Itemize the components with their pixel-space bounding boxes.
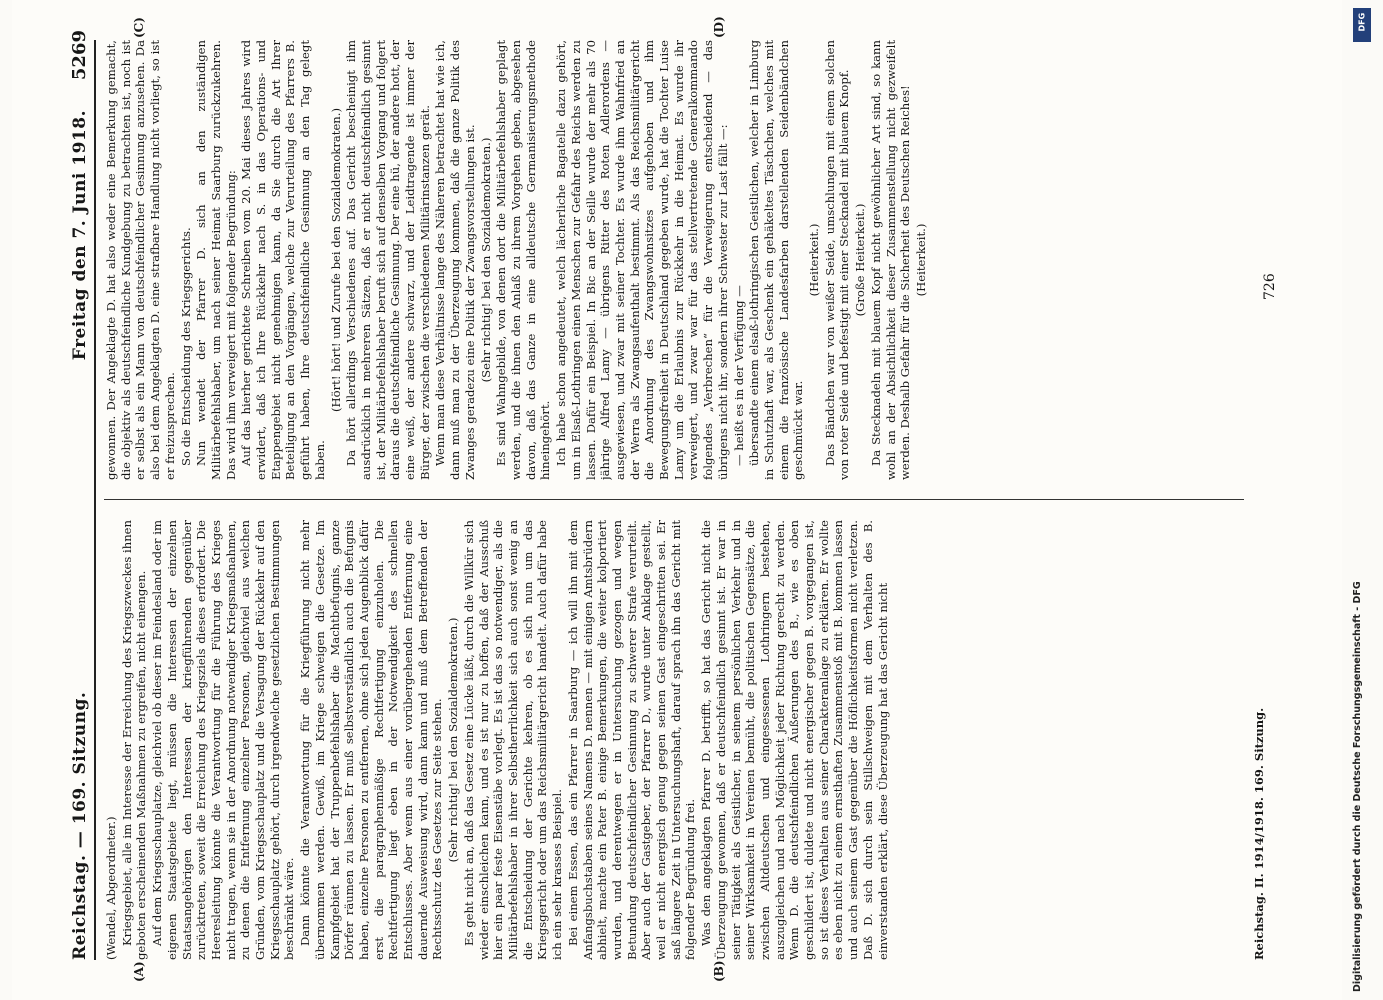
paragraph: (Sehr richtig! bei den Sozialdemokraten.) [478, 137, 493, 383]
paragraph: Kriegsgebiet, alle im Interesse der Erreichung des Kriegszweckes ihnen geboten erscheinenden Maßnahmen zu ergreifen, nicht einengen. [119, 520, 149, 960]
paragraph: (Wendel, Abgeordneter.) [104, 816, 118, 960]
header-session: Reichstag. — 169. Sitzung. [70, 691, 90, 960]
paragraph: — heißt es in der Verfügung — [731, 285, 746, 466]
paragraph: So die Entscheidung des Kriegsgerichts. [178, 227, 193, 466]
paragraph: (Hört! hört! und Zurufe bei den Sozialdemokraten.) [328, 108, 343, 412]
paragraph: Es geht nicht an, daß das Gesetz eine Lücke läßt, durch die Willkür sich wieder einschleichen kann, und es ist nur zu hoffen, daß der Ausschuß hier ein paar feste Eisenstäbe vorlegt. Es ist das so notwendiger, als die Militärbefehlshaber in ihrer Selbstherrlichkeit sich auch sonst wenig an die Entscheidung der Gerichte kehren, ob es sich nun um das Kriegsgericht oder um das Reichsmilitärgericht handelt. Auch dafür habe ich ein sehr krasses Beispiel. [461, 520, 565, 960]
footer-sheet-number: 726 [1262, 273, 1278, 300]
paragraph: (Große Heiterkeit.) [853, 203, 868, 317]
dfg-logo-text: DFG [1357, 12, 1367, 32]
paragraph: Ich habe schon angedeutet, welch lächerliche Bagatelle dazu gehört, um in Elsaß-Lothringen einen Menschen zur Gefahr des Reichs werden zu lassen. Dafür ein Beispiel. In Bic an der Seille wurde der mehr als 70 jährige Alfred Lamy — übrigens Ritter des Roten Adlerordens — ausgewiesen, und zwar mit seiner Tochter. Es wurde ihm Wahnfried an der Werra als Zwangsaufenthalt bestimmt. Als das Reichsmilitärgericht die Anordnung des Zwangswohnsitzes aufgehoben und ihm Bewegungsfreiheit in Deutschland gegeben wurde, hat die Tochter Luise Lamy um die Erlaubnis zur Rückkehr in die Heimat. Es wurde ihr verweigert, und zwar war für das stellvertretende Generalkommando folgendes „Verbrechen“ für die Verweigerung entscheidend — das übrigens nicht ihr, sondern ihrer Schwester zur Last fällt —: [554, 40, 730, 480]
paragraph: (Heiterkeit.) [807, 223, 822, 297]
dfg-logo [1353, 8, 1371, 42]
paragraph: Was den angeklagten Pfarrer D. betrifft, so hat das Gericht nicht die Überzeugung gewonnen, daß er deutschfeindlich gesinnt ist. Er war in seiner Tätigkeit als Geistlicher, in seinem persönlichen Verkehr und in seiner Wirksamkeit in Vereinen bemüht, die politischen Gegensätze, die zwischen Altdeutschen und eingesessenen Lothringern bestehen, auszugleichen und nach Möglichkeit jeder Richtung gerecht zu werden. Wenn D. die deutschfeindlichen Äußerungen des B., wie es oben geschildert ist, duldete und nicht energischer gegen B. vorgegangen ist, so ist dieses Verhalten aus seiner Charakteranlage zu erklären. Er wollte es eben nicht zu einem ernsthaften Zusammenstoß mit B. kommen lassen und auch seinem Gast gegenüber die Höflichkeitsformen nicht verletzen. Daß D. sich durch sein Stillschweigen mit dem Verhalten des B. einverstanden erklärt, diese Überzeugung hat das Gericht nicht [699, 520, 890, 960]
margin-marker-d: (D) [712, 16, 726, 38]
paragraph: Auf dem Kriegsschauplatze, gleichviel ob dieser im Feindesland oder im eigenen Staatsgebiete liegt, müssen die Interessen der einzelnen Staatsangehörigen den Interessen der kriegführenden gegenüber zurücktreten, soweit die Erreichung des Kriegsziels dieses erfordert. Die Heeresleitung könnte die Verantwortung für die Führung des Krieges nicht tragen, wenn sie in der Anordnung notwendiger Kriegsmaßnahmen, zu denen die Entfernung einzelner Personen, gleichviel aus welchen Gründen, vom Kriegsschauplatz und die Versagung der Rückkehr auf den Kriegsschauplatz gehört, durch irgendwelche gesetzlichen Bestimmungen beschränkt wäre. [150, 520, 297, 960]
column-divider [104, 499, 1244, 500]
paragraph: (Sehr richtig! bei den Sozialdemokraten.) [446, 617, 461, 863]
margin-marker-c: (C) [132, 17, 146, 38]
paragraph: Nun wendet der Pfarrer D. sich an den zuständigen Militärbefehlshaber, um nach seiner Heimat Saarburg zurückzukehren. Das wird ihm verweigert mit folgender Begründung: [194, 40, 238, 480]
margin-marker-b: (B) [712, 960, 726, 982]
digitization-text: Digitalisierung gefördert durch die Deutsche Forschungsgemeinschaft - DFG [1352, 581, 1363, 992]
paragraph: übersandte einem elsaß-lothringischen Geistlichen, welcher in Limburg in Schutzhaft war, als Geschenk ein gehäkeltes Täschchen, welches mit einem die französische Landesfarben darstellenden Seidenbändchen geschmückt war. [747, 40, 806, 480]
paragraph: Auf das hierher gerichtete Schreiben vom 20. Mai dieses Jahres wird erwidert, daß ich Ihre Rückkehr nach S. in das Operations- und Etappengebiet nicht genehmigen kann, da Sie durch die Art Ihrer Beteiligung an den Vorgängen, welche zur Verurteilung des Pfarrers B. geführt haben, Ihre deutschfeindliche Gesinnung an den Tag gelegt haben. [239, 40, 327, 480]
margin-marker-a: (A) [132, 961, 146, 982]
paragraph: Es sind Wahngebilde, von denen dort die Militärbefehlshaber geplagt werden, und die ihnen den Anlaß zu ihrem Vorgehen geben, abgesehen davon, daß das Ganze in eine alldeutsche Germanisierungsmethode hineingehört. [494, 40, 553, 480]
paragraph: Dann könnte die Verantwortung für die Kriegführung nicht mehr übernommen werden. Gewiß, im Kriege schweigen die Gesetze. Im Kampfgebiet hat der Truppenbefehlshaber die Machtbefugnis, ganze Dörfer räumen zu lassen. Er muß selbstverständlich auch die Befugnis haben, einzelne Personen zu entfernen, ohne sich jeden Augenblick dafür erst die paragraphenmäßige Rechtfertigung einzuholen. Die Rechtfertigung liegt eben in der Notwendigkeit des schnellen Entschlusses. Aber wenn aus einer vorübergehenden Entfernung eine dauernde Ausweisung wird, dann kann und muß dem Betreffenden der Rechtsschutz des Gesetzes zur Seite stehen. [298, 520, 445, 960]
paragraph: Bei einem Essen, das ein Pfarrer in Saarburg — ich will ihn mit dem Anfangsbuchstaben seines Namens D. nennen — mit einigen Amtsbrüdern abhielt, machte ein Pater B. einige Bemerkungen, die weiter kolportiert wurden, und derentwegen er in Untersuchung gezogen und wegen Betundung deutschfeindlicher Gesinnung zu schwerer Strafe verurteilt. Aber auch der Gastgeber, der Pfarrer D., wurde unter Anklage gestellt, weil er nicht energisch genug gegen seinen Gast eingeschritten sei. Er saß längere Zeit in Untersuchungshaft, darauf sprach ihn das Gericht mit folgender Begründung frei. [565, 520, 698, 960]
paragraph: Wenn man diese Verhältnisse lange des Näheren betrachtet hat wie ich, dann muß man zu der Überzeugung kommen, daß die ganze Politik des Zwanges geradezu eine Politik der Zwangsvorstellungen ist. [433, 40, 477, 480]
digitization-credit [1344, 8, 1378, 992]
newspaper-page-rotated [12, 0, 1342, 1000]
paragraph: gewonnen. Der Angeklagte D. hat also weder eine Bemerkung gemacht, die objektiv als deutschfeindliche Kundgebung zu betrachten ist, noch ist er selbst als ein Mann von deutschfeindlicher Gesinnung anzusehen. Da also bei dem Angeklagten D. eine strafbare Handlung nicht vorliegt, so ist er freizusprechen. [104, 40, 177, 480]
paragraph: Das Bändchen war von weißer Seide, umschlungen mit einem solchen von roter Seide und befestigt mit einer Stecknadel mit blauem Knopf. [822, 40, 852, 480]
footer-volume: Reichstag. II. 1914/1918. 169. Sitzung. [1252, 707, 1266, 960]
page-header [54, 30, 96, 960]
header-date: Freitag den 7. Juni 1918. [70, 110, 90, 361]
left-column [104, 520, 1244, 960]
paragraph: (Heiterkeit.) [913, 223, 928, 297]
right-column [104, 40, 1244, 480]
paragraph: Da Stecknadeln mit blauem Kopf nicht gewöhnlicher Art sind, so kann wohl an der Absichtlichkeit dieser Zusammenstellung nicht gezweifelt werden. Deshalb Gefahr für die Sicherheit des Deutschen Reiches! [868, 40, 913, 480]
paragraph: Da hört allerdings Verschiedenes auf. Das Gericht bescheinigt ihm ausdrücklich in mehreren Sätzen, daß er nicht deutschfeindlich gesinnt ist, der Militärbefehlshaber beruft sich auf denselben Vorgang und folgert daraus die deutschfeindliche Gesinnung. Der eine hü, der andere hott, der eine weiß, der andere schwarz, und der Leidtragende ist immer der Bürger, der zwischen die verschiedenen Militärinstanzen gerät. [344, 40, 432, 480]
page-footer [1252, 540, 1266, 960]
header-page-number: 5269 [69, 30, 90, 81]
